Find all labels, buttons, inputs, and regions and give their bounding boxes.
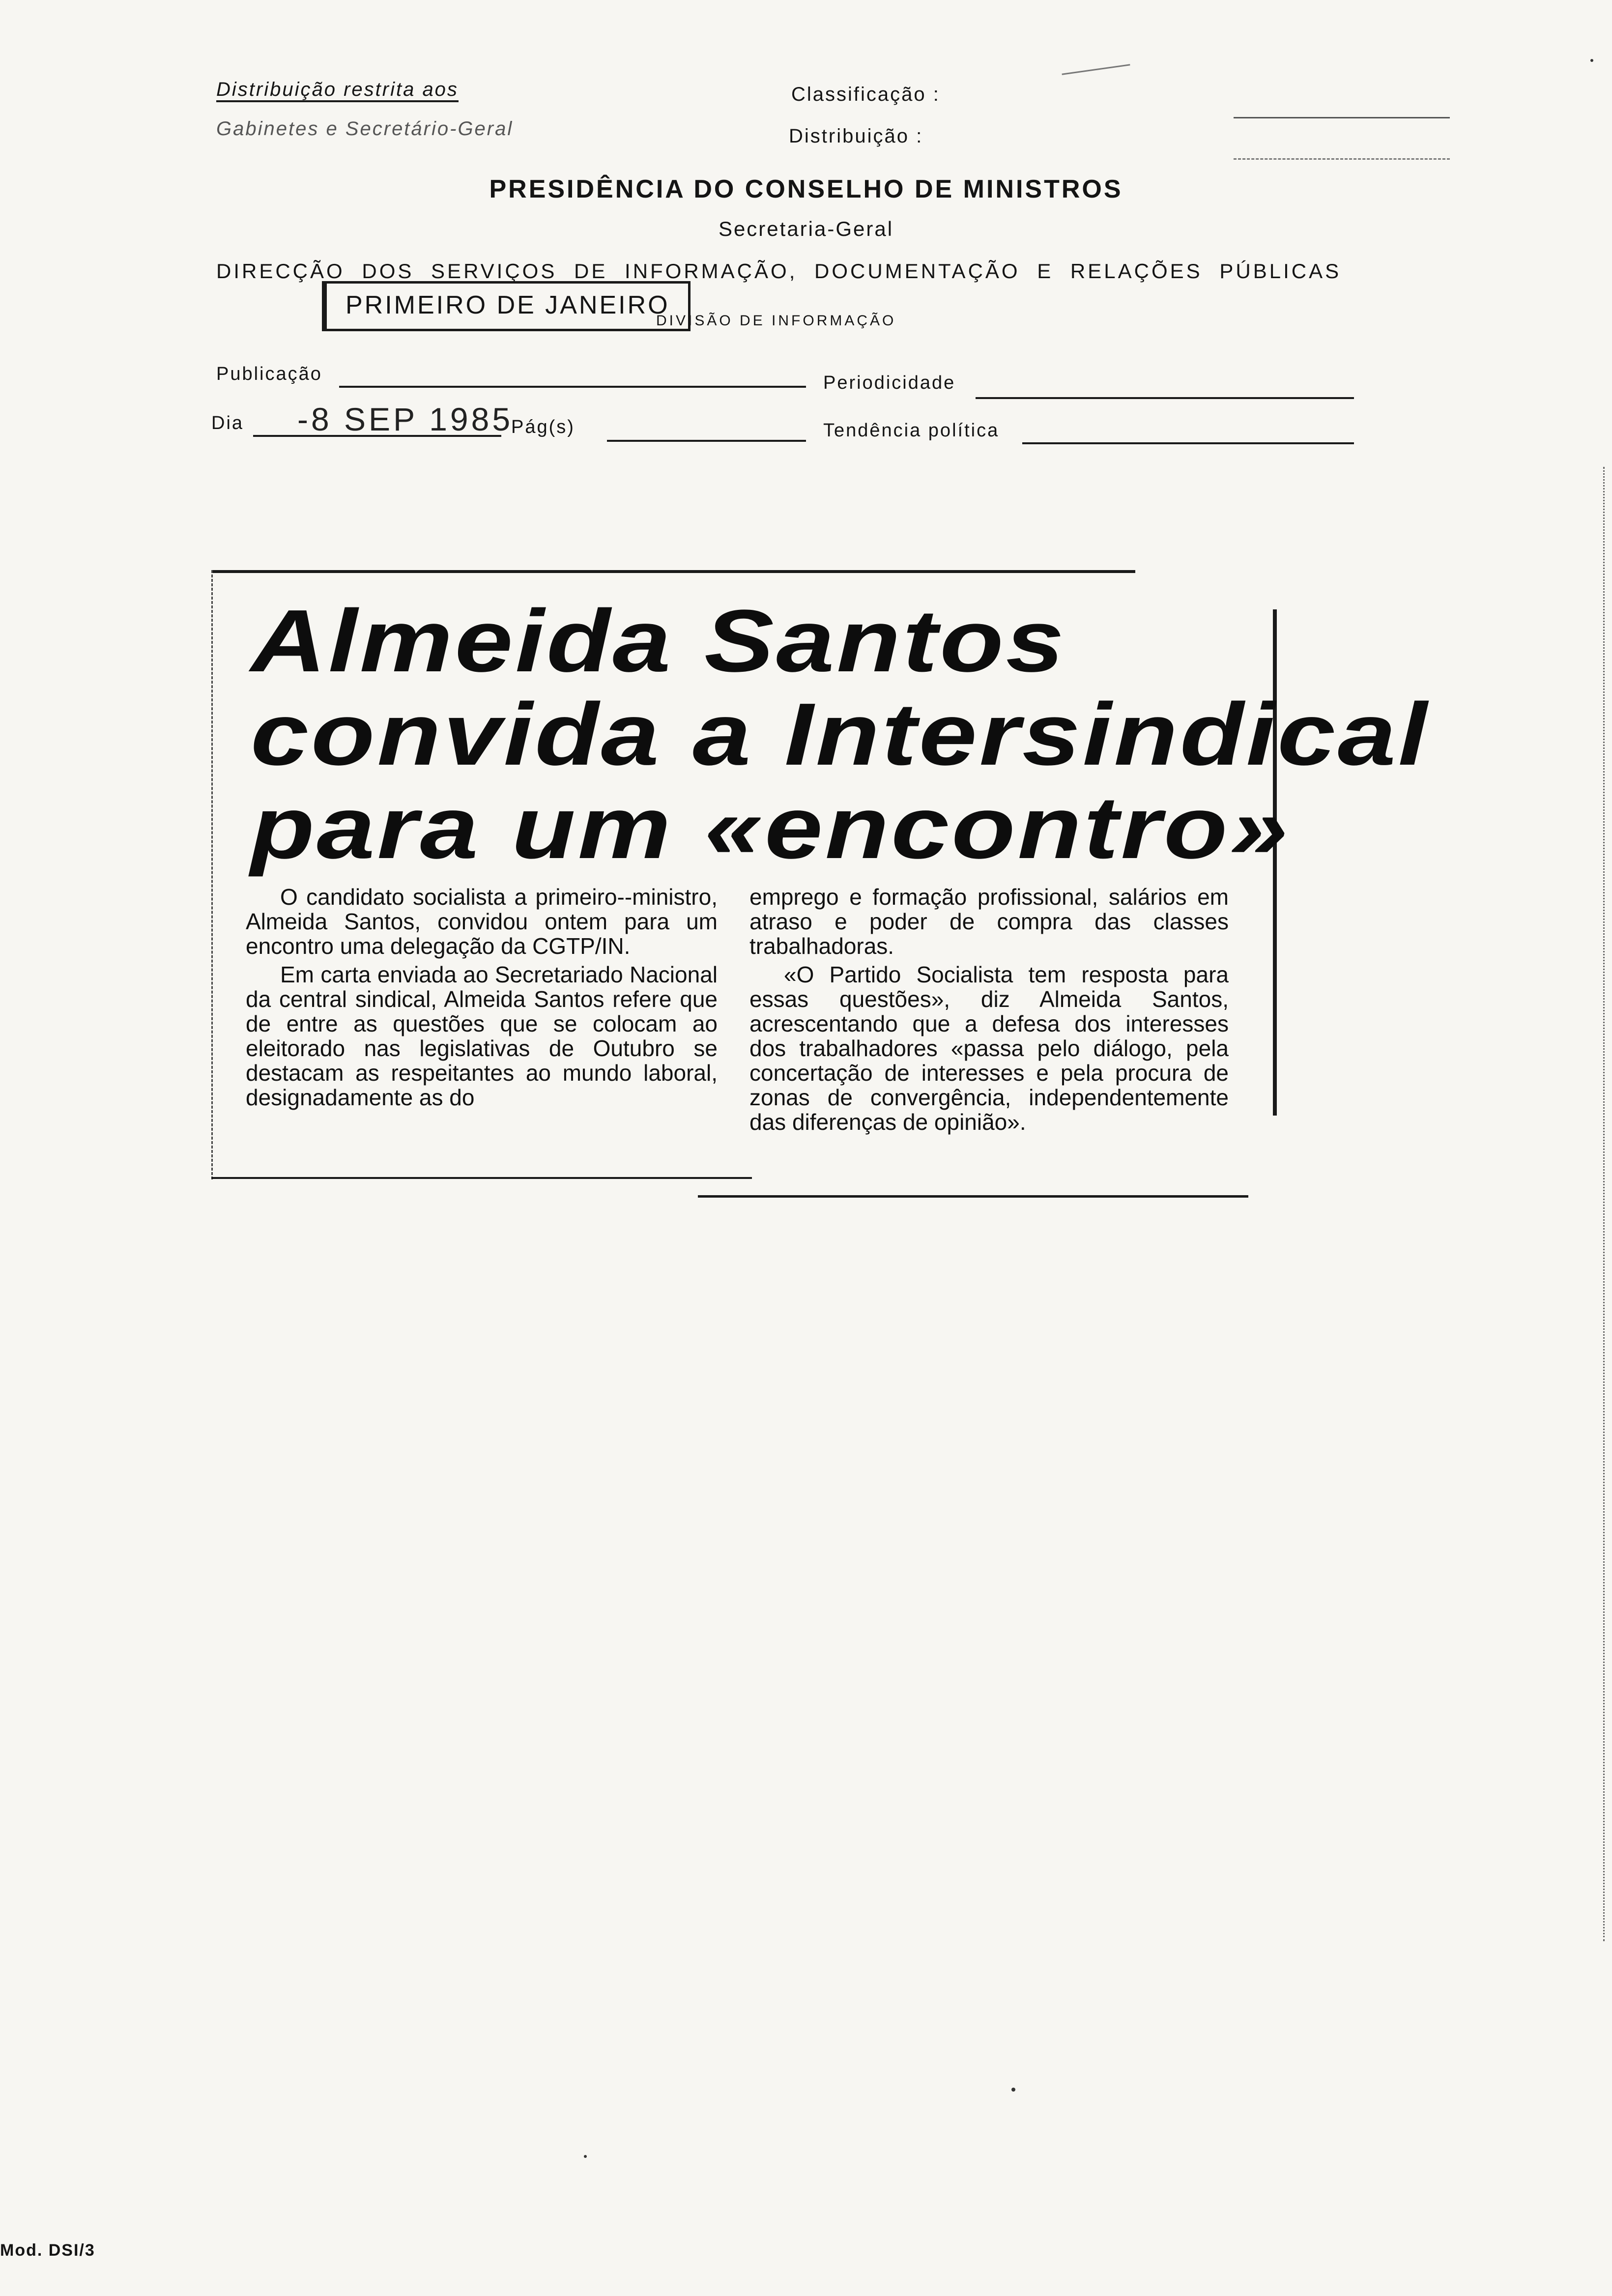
form-code: Mod. DSI/3 <box>0 2241 95 2260</box>
article-paragraph: emprego e formação profissional, salários em atraso e poder de compra das classes trabalhadoras. <box>749 884 1229 959</box>
scan-dot <box>1590 59 1593 62</box>
classification-label: Classificação : <box>791 84 940 105</box>
periodicity-label: Periodicidade <box>823 373 956 393</box>
tendency-line <box>1022 442 1354 444</box>
pages-label: Pág(s) <box>511 417 575 437</box>
article-column-1 <box>246 885 718 1110</box>
scan-dot <box>1011 2088 1015 2092</box>
pages-line <box>607 440 806 442</box>
article-paragraph: «O Partido Socialista tem resposta para essas questões», diz Almeida Santos, acrescentando que a defesa dos interesses dos trabalhadores «passa pelo diálogo, pela concertação de interesses e pela procura de zonas de convergência, independentemente das diferenças de opinião». <box>749 962 1229 1135</box>
newspaper-name: PRIMEIRO DE JANEIRO <box>345 291 670 319</box>
clipping-bottom-rule <box>211 1177 752 1179</box>
secretariat-title: Secretaria-Geral <box>718 217 894 240</box>
date-stamp: -8 SEP 1985 <box>297 401 514 437</box>
scan-mark <box>1062 64 1130 75</box>
scan-line <box>1234 158 1450 160</box>
distribution-restriction-line1 <box>216 79 459 101</box>
scan-edge <box>1603 467 1605 1941</box>
publication-line <box>339 386 806 388</box>
publication-label: Publicação <box>216 364 322 384</box>
newspaper-clipping <box>211 570 1430 1184</box>
distribution-restriction-text: Distribuição restrita aos <box>216 79 459 102</box>
distribution-restriction-line2: Gabinetes e Secretário-Geral <box>216 118 514 140</box>
clipping-left-edge <box>211 570 213 1179</box>
headline-line-1: Almeida Santos <box>251 592 1066 690</box>
article-paragraph: O candidato socialista a primeiro--ministro, Almeida Santos, convidou ontem para um encontro uma delegação da CGTP/IN. <box>246 884 718 959</box>
clipping-bottom-rule <box>698 1195 1248 1198</box>
periodicity-line <box>976 397 1354 399</box>
scan-dot <box>584 2155 587 2158</box>
headline-line-2: convida a Intersindical <box>251 685 1430 784</box>
institution-title: PRESIDÊNCIA DO CONSELHO DE MINISTROS <box>489 175 1123 203</box>
distribution-label: Distribuição : <box>789 125 923 147</box>
headline-line-3: para um «encontro» <box>251 778 1291 877</box>
article-headline <box>251 592 1468 877</box>
day-label: Dia <box>211 413 244 433</box>
newspaper-stamp <box>322 281 691 331</box>
clipping-top-rule <box>211 570 1135 573</box>
scan-line <box>1234 117 1450 118</box>
directorate-title: DIRECÇÃO DOS SERVIÇOS DE INFORMAÇÃO, DOCUMENTAÇÃO E RELAÇÕES PÚBLICAS <box>216 259 1342 283</box>
tendency-label: Tendência política <box>823 420 1000 441</box>
division-title: DIVISÃO DE INFORMAÇÃO <box>656 313 896 329</box>
article-paragraph: Em carta enviada ao Secretariado Nacional da central sindical, Almeida Santos refere que de entre as questões que se colocam ao eleitorado nas legislativas de Outubro se destacam as respeitantes ao mundo laboral, designadamente as do <box>246 962 718 1110</box>
article-column-2 <box>749 885 1229 1134</box>
